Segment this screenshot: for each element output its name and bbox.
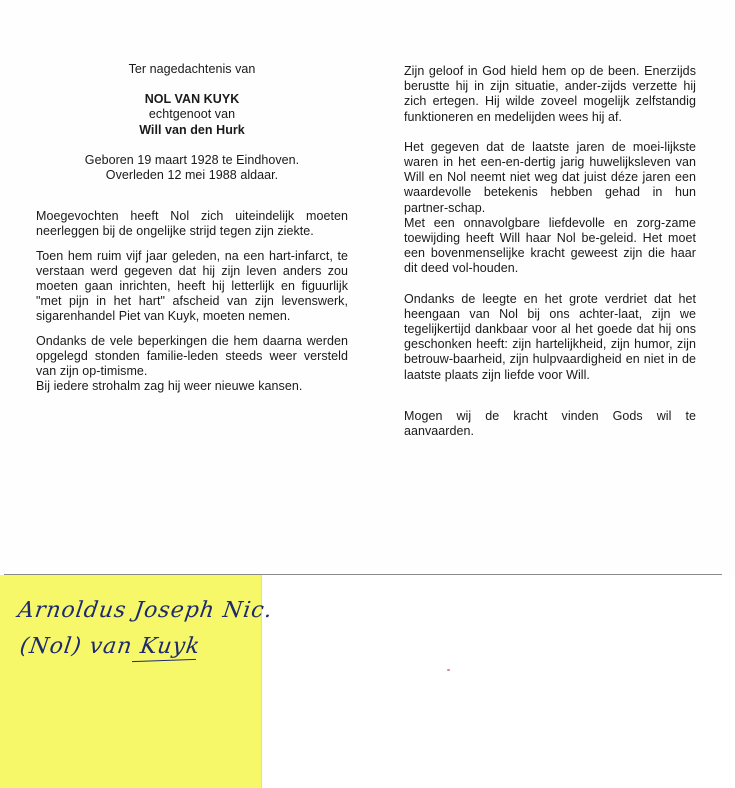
paragraph-struggle: Moegevochten heeft Nol zich uiteindelijk moeten neerleggen bij de ongelijke strijd tegen zijn ziekte.	[36, 209, 348, 239]
left-column	[36, 62, 348, 394]
paragraph-gratitude: Ondanks de leegte en het grote verdriet dat het heengaan van Nol bij ons achter-laat, zijn we tegelijkertijd dankbaar voor al het goede dat hij ons geschonken heeft: zijn hartelijkheid, zijn humor, zijn betrouw-baarheid, zijn hulpvaardigheid en niet in de laatste plaats zijn liefde voor Will.	[404, 291, 696, 382]
birth-line: Geboren 19 maart 1928 te Eindhoven.	[84, 152, 300, 167]
paragraph-optimism: Ondanks de vele beperkingen die hem daarna werden opgelegd stonden familie-leden steeds weer versteld van zijn op-timisme.	[36, 333, 348, 379]
death-line: Overleden 12 mei 1988 aldaar.	[105, 168, 279, 183]
relation-text: echtgenoot van	[148, 107, 236, 122]
handwritten-surname: Kuyk	[138, 634, 203, 659]
paragraph-chances: Bij iedere strohalm zag hij weer nieuwe kansen.	[36, 379, 303, 394]
paragraph-faith: Zijn geloof in God hield hem op de been. Enerzijds berustte hij in zijn situatie, ander-zijds verzette hij zich ertegen. Hij wilde zoveel mogelijk zelfstandig funktioneren en medelijden wees hij af.	[404, 64, 696, 124]
deceased-name: NOL VAN KUYK	[144, 92, 240, 107]
right-column	[404, 64, 696, 439]
paper-speck	[447, 669, 450, 671]
intro-text: Ter nagedachtenis van	[128, 62, 256, 76]
paragraph-heart-attack: Toen hem ruim vijf jaar geleden, na een hart-infarct, te verstaan werd gegeven dat hij zijn leven anders zou moeten gaan inrichten, heeft hij letterlijk en figuurlijk "met pijn in het hart" afscheid van zijn levenswerk, sigarenhandel Piet van Kuyk, moeten nemen.	[36, 248, 348, 324]
paragraph-marriage: Het gegeven dat de laatste jaren de moei-lijkste waren in het een-en-dertig jarig huwelijksleven van Will en Nol neemt niet weg dat juist déze jaren een waardevolle betekenis hebben gehad in hun partner-schap.	[404, 139, 696, 215]
handwritten-full-name: Arnoldus Joseph Nic.	[16, 598, 275, 623]
paragraph-devotion: Met een onnavolgbare liefdevolle en zorg-zame toewijding heeft Will haar Nol be-geleid. Het moet een bovenmenselijke kracht geweest zijn die haar dit deed vol-houden.	[404, 215, 696, 276]
handwritten-nickname: (Nol) van	[18, 634, 143, 659]
spouse-name: Will van den Hurk	[139, 122, 245, 137]
handwritten-short-name	[18, 634, 202, 659]
paragraph-closing: Mogen wij de kracht vinden Gods wil te aanvaarden.	[404, 408, 696, 439]
